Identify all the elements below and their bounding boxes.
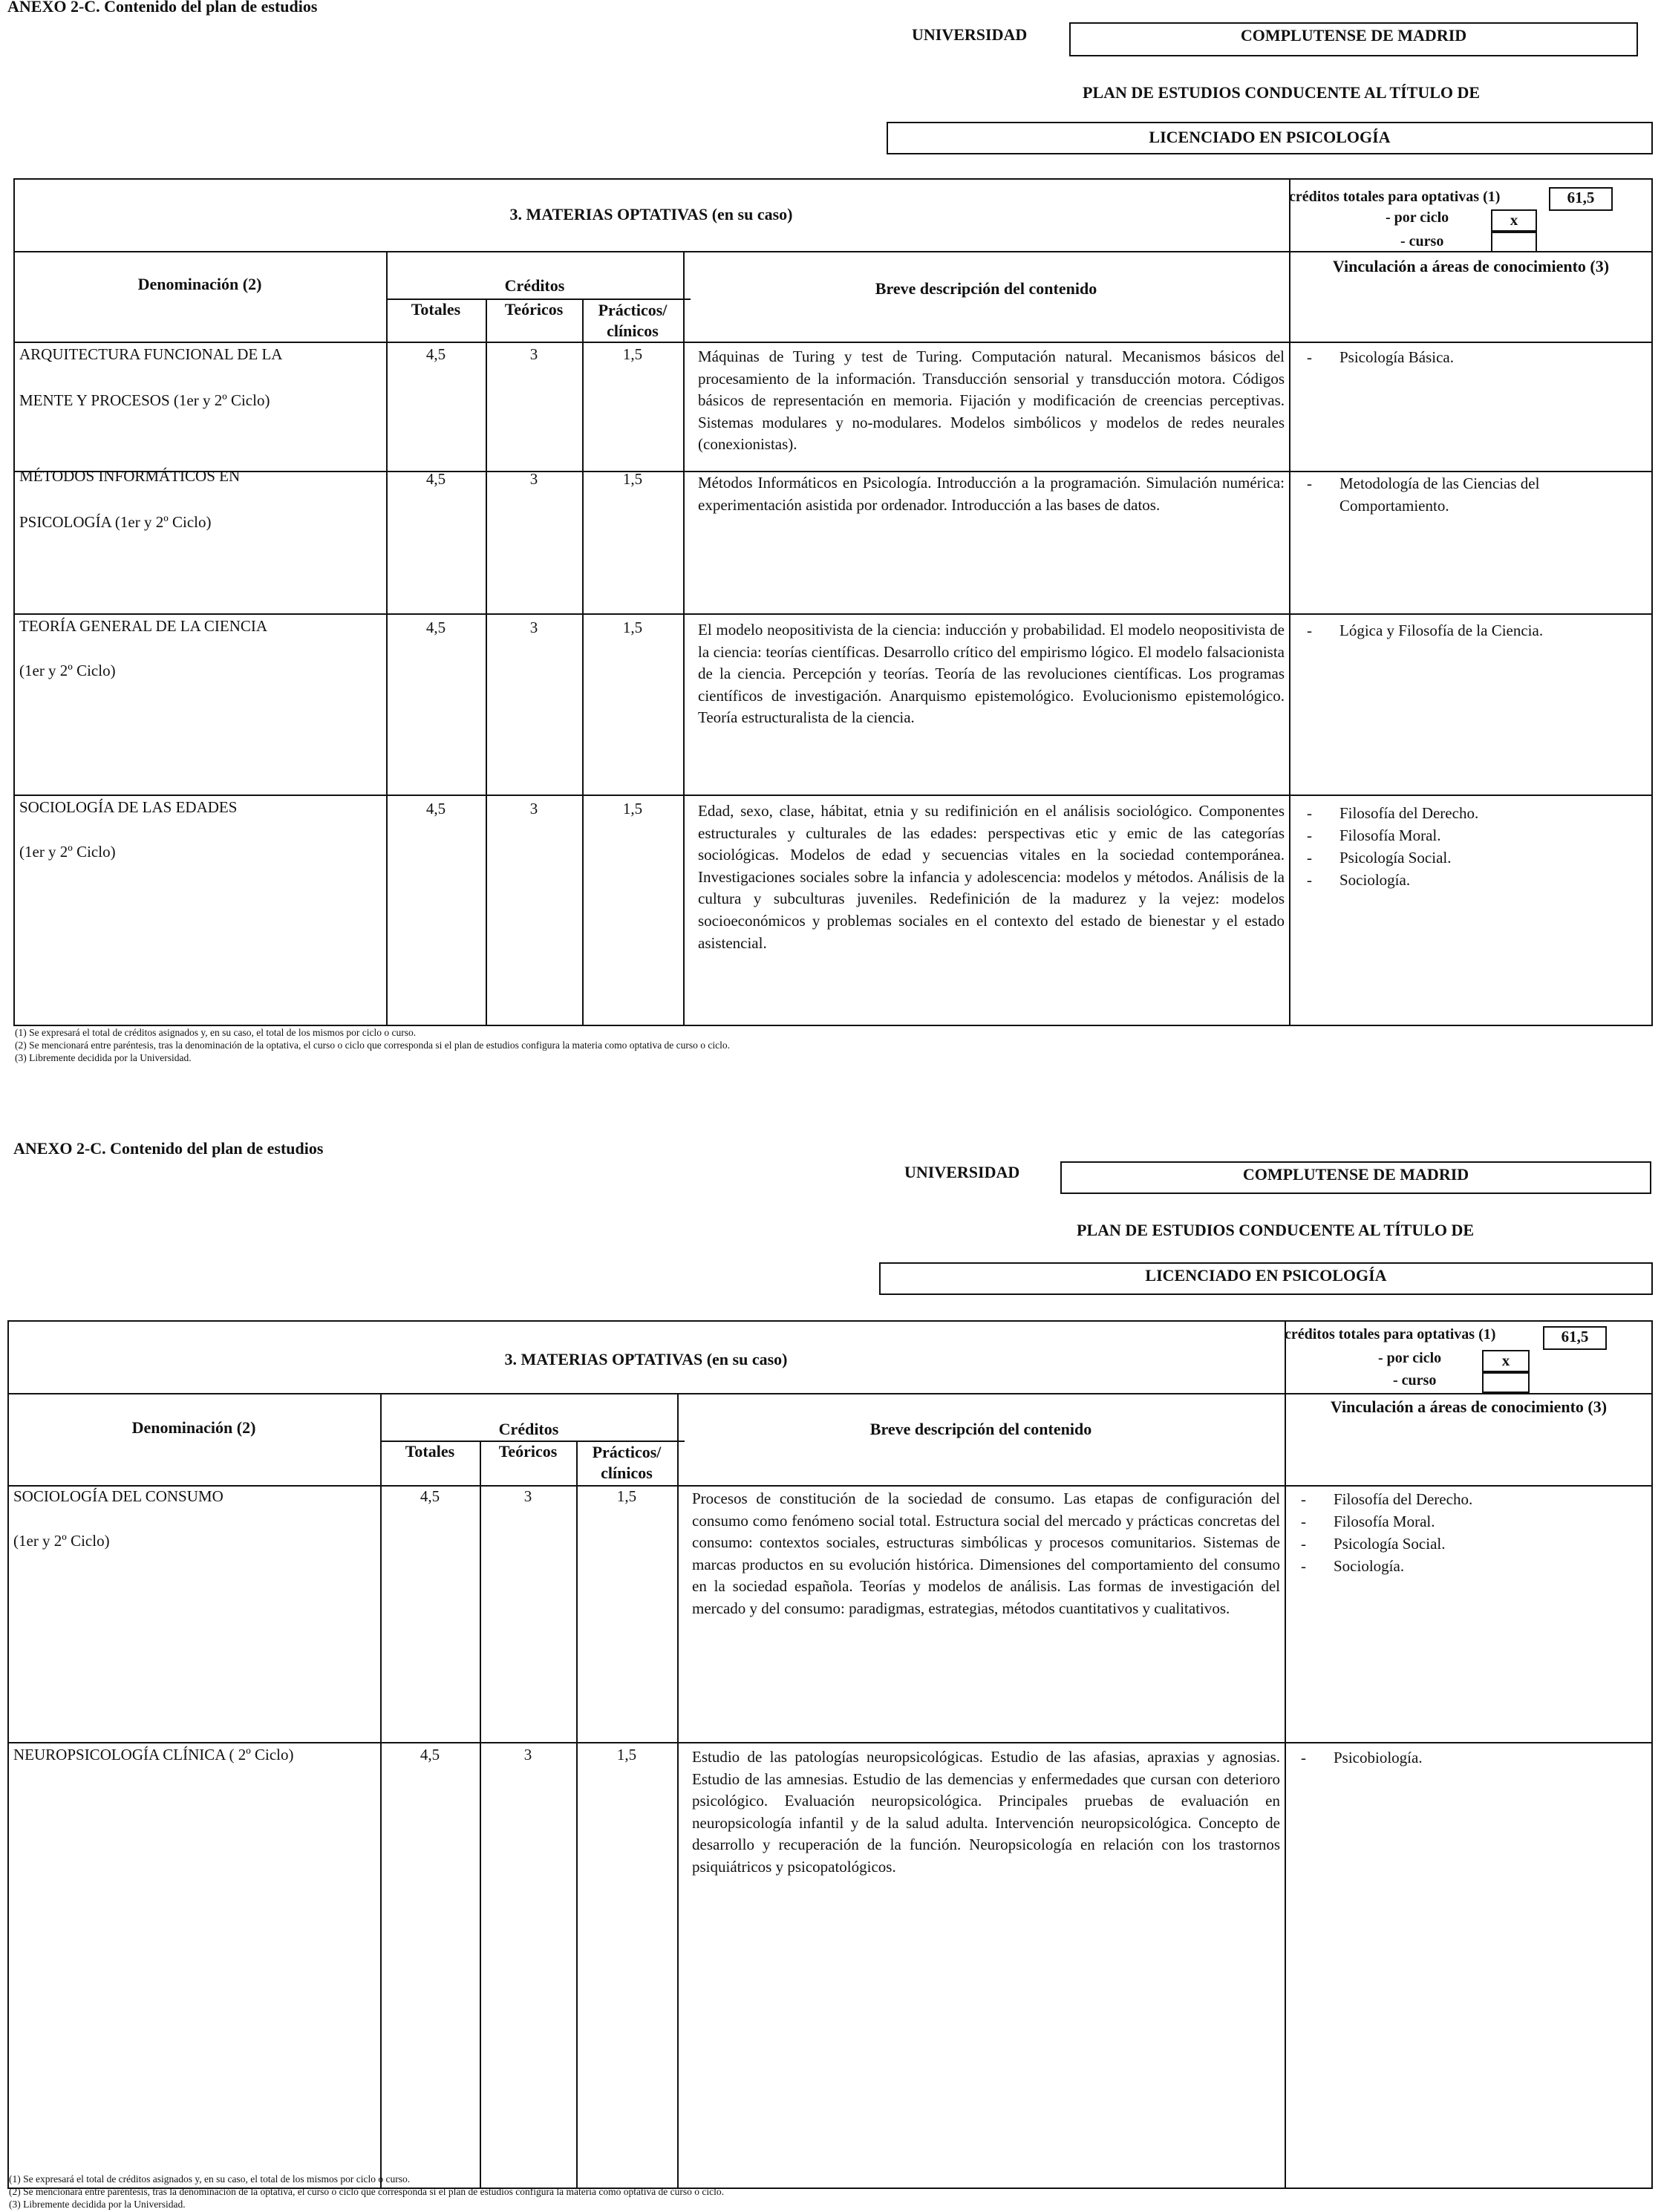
area-item: - Lógica y Filosofía de la Ciencia.	[1307, 621, 1544, 639]
col-practicos-line1: Prácticos/	[592, 1443, 662, 1461]
row-areas	[1301, 1746, 1647, 1769]
row-name-line1: SOCIOLOGÍA DE LAS EDADES	[19, 798, 238, 816]
titulo-box	[879, 1262, 1653, 1295]
footnote-2: (2) Se mencionará entre paréntesis, tras la denominación de la optativa, el curso o ciclo que corresponda si el plan de estudios configura la materia como optativa de curso o ciclo.	[15, 1040, 731, 1051]
row-name-line1: TEORÍA GENERAL DE LA CIENCIA	[19, 617, 268, 635]
row-description: Procesos de constitución de la sociedad de consumo. Las etapas de configuración del consumo como fenómeno social total. Estructura social del mercado y prácticas concretas del consumo: contextos sociales, estructuras simbólicas y procesos comunitarios. Sistemas de marcas productos en su evolución histórica. Dimensiones del comportamiento del consumo en la sociedad española. Teorías y modelos de análisis. Las formas de investigación del mercado y del consumo: paradigmas, estrategias, métodos cuantitativos y cualitativos.	[692, 1490, 1280, 1617]
page-1	[0, 0, 1661, 1099]
anexo-title: ANEXO 2-C. Contenido del plan de estudios	[7, 0, 318, 16]
por-ciclo-label: - por ciclo	[1378, 1350, 1442, 1366]
col-denominacion: Denominación (2)	[137, 275, 262, 293]
universidad-value: COMPLUTENSE DE MADRID	[1240, 26, 1467, 45]
table-row	[13, 1743, 377, 1766]
row-areas	[1307, 346, 1648, 368]
area-item: - Psicobiología.	[1301, 1749, 1423, 1766]
section-title: 3. MATERIAS OPTATIVAS (en su caso)	[504, 1350, 788, 1368]
area-item: - Sociología.	[1307, 871, 1411, 889]
row-areas	[1307, 802, 1648, 891]
row-teoricos: 3	[523, 1746, 532, 1764]
row-description: Estudio de las patologías neuropsicológicas. Estudio de las afasias, apraxias y agnosias. Estudio de las amnesias. Estudio de las demencias y enfermedades que cursan con deterioro psicológico. Evaluación neuropsicológica. Principales pruebas de evaluación en neuropsicología infantil y de la salud adulta. Intervención neuropsicológica. Concepto de desarrollo y recuperación de la función. Neuropsicología en relación con los trastornos psiquiátricos y psicopatológicos.	[692, 1748, 1280, 1876]
por-ciclo-value: x	[1491, 209, 1537, 232]
row-name-line2: (1er y 2º Ciclo)	[19, 843, 116, 861]
col-creditos: Créditos	[504, 276, 565, 295]
row-description: Métodos Informáticos en Psicología. Introducción a la programación. Simulación numérica: experimentación asistida por ordenador. Introducción a las bases de datos.	[698, 474, 1285, 514]
row-totales: 4,5	[425, 619, 446, 636]
curso-label: - curso	[1400, 233, 1444, 249]
row-totales: 4,5	[425, 800, 446, 818]
row-name-line2: (1er y 2º Ciclo)	[19, 662, 116, 679]
table-row	[19, 343, 383, 411]
row-teoricos: 3	[529, 345, 538, 363]
titulo-box	[887, 122, 1653, 154]
universidad-label: UNIVERSIDAD	[904, 1163, 1020, 1181]
page-2	[0, 1136, 1661, 2212]
row-totales: 4,5	[420, 1746, 440, 1764]
curso-value	[1482, 1372, 1530, 1393]
row-practicos: 1,5	[622, 345, 643, 363]
creditos-totales-value: 61,5	[1543, 1326, 1607, 1350]
col-practicos	[576, 1442, 677, 1484]
row-teoricos: 3	[523, 1487, 532, 1505]
row-totales: 4,5	[420, 1487, 440, 1505]
row-name-line2: (1er y 2º Ciclo)	[13, 1532, 110, 1550]
area-item: - Psicología Social.	[1307, 849, 1452, 867]
col-practicos-line2: clínicos	[601, 1464, 653, 1482]
row-name-line1: MÉTODOS INFORMÁTICOS EN	[19, 467, 241, 485]
col-vinculacion: Vinculación a áreas de conocimiento (3)	[1332, 257, 1610, 275]
row-description: El modelo neopositivista de la ciencia: inducción y probabilidad. El modelo neopositivista de la ciencia: teorías científicas. Desarrollo crítico del empirismo lógico. El modelo falsacionista de la ciencia. Percepción y teorías. Teoría de las revoluciones científicas. Los programas científicos de investigación. Anarquismo epistemológico. Evolucionismo epistemológico. Teoría estructuralista de la ciencia.	[698, 621, 1285, 727]
universidad-box	[1069, 22, 1638, 56]
col-practicos	[582, 300, 683, 342]
creditos-totales-label: créditos totales para optativas (1)	[1289, 189, 1501, 205]
row-teoricos: 3	[529, 800, 538, 818]
row-practicos: 1,5	[622, 470, 643, 488]
area-item: - Metodología de las Ciencias del Comportamiento.	[1307, 474, 1540, 515]
anexo-title: ANEXO 2-C. Contenido del plan de estudios	[13, 1139, 324, 1158]
row-areas	[1301, 1488, 1647, 1577]
por-ciclo-value: x	[1482, 1350, 1530, 1372]
area-item: - Filosofía del Derecho.	[1307, 804, 1479, 822]
footnote-1: (1) Se expresará el total de créditos asignados y, en su caso, el total de los mismos por ciclo o curso.	[9, 2173, 411, 2185]
col-descripcion: Breve descripción del contenido	[869, 1420, 1092, 1438]
row-practicos: 1,5	[616, 1746, 637, 1764]
col-teoricos: Teóricos	[498, 1442, 558, 1461]
col-totales: Totales	[411, 300, 461, 319]
table-row	[13, 1485, 377, 1552]
row-description: Máquinas de Turing y test de Turing. Computación natural. Mecanismos básicos del procesamiento de la información. Transducción sensorial y transducción motora. Códigos básicos de representación en memoria. Fijación y modificación de creencias perceptivas. Sistemas modulares y no-modulares. Modelos simbólicos y modelos de redes neurales (conexionistas).	[698, 348, 1285, 454]
plan-label: PLAN DE ESTUDIOS CONDUCENTE AL TÍTULO DE	[1083, 83, 1481, 102]
creditos-totales-value: 61,5	[1549, 187, 1613, 211]
curso-value	[1491, 232, 1537, 252]
row-name-line1: ARQUITECTURA FUNCIONAL DE LA	[19, 345, 283, 363]
universidad-value: COMPLUTENSE DE MADRID	[1242, 1165, 1469, 1184]
table-row	[19, 465, 383, 533]
row-totales: 4,5	[425, 470, 446, 488]
titulo-value: LICENCIADO EN PSICOLOGÍA	[1145, 1266, 1387, 1285]
table-row	[19, 615, 383, 682]
universidad-box	[1060, 1161, 1651, 1194]
area-item: - Sociología.	[1301, 1557, 1405, 1575]
col-teoricos: Teóricos	[504, 300, 564, 319]
row-practicos: 1,5	[622, 800, 643, 818]
col-totales: Totales	[405, 1442, 455, 1461]
col-vinculacion: Vinculación a áreas de conocimiento (3)	[1330, 1397, 1608, 1416]
por-ciclo-label: - por ciclo	[1386, 209, 1449, 226]
row-areas	[1307, 619, 1648, 642]
row-description: Edad, sexo, clase, hábitat, etnia y su redifinición en el análisis sociológico. Componentes estructurales y culturales de las edades: perspectivas etic y emic de las categorías sociológicas. Modelos de edad y secuencias vitales en la sociedad contemporánea. Investigaciones sociales sobre la infancia y adolescencia: modelos y métodos. Análisis de la cultura y subculturas juveniles. Redefinición de la madurez y la vejez: modelos socioeconómicos y problemas sociales en el contexto del estado de bienestar y el estado asistencial.	[698, 802, 1285, 952]
row-teoricos: 3	[529, 619, 538, 636]
col-practicos-line1: Prácticos/	[598, 301, 668, 319]
row-totales: 4,5	[425, 345, 446, 363]
universidad-label: UNIVERSIDAD	[912, 25, 1028, 44]
creditos-totales-label: créditos totales para optativas (1)	[1285, 1326, 1496, 1342]
area-item: - Filosofía del Derecho.	[1301, 1490, 1473, 1508]
footnote-3: (3) Libremente decidida por la Universidad.	[15, 1052, 192, 1063]
footnote-1: (1) Se expresará el total de créditos asignados y, en su caso, el total de los mismos por ciclo o curso.	[15, 1027, 417, 1038]
area-item: - Psicología Social.	[1301, 1535, 1446, 1553]
col-denominacion: Denominación (2)	[131, 1418, 256, 1437]
plan-label: PLAN DE ESTUDIOS CONDUCENTE AL TÍTULO DE	[1077, 1221, 1475, 1239]
row-teoricos: 3	[529, 470, 538, 488]
row-name-line1: SOCIOLOGÍA DEL CONSUMO	[13, 1487, 223, 1505]
area-item: - Filosofía Moral.	[1307, 826, 1441, 844]
footnotes	[9, 2173, 1642, 2211]
row-name-line2: PSICOLOGÍA (1er y 2º Ciclo)	[19, 513, 212, 531]
col-practicos-line2: clínicos	[607, 322, 659, 340]
footnote-3: (3) Libremente decidida por la Universidad.	[9, 2199, 186, 2210]
footnotes	[15, 1026, 1648, 1064]
area-item: - Filosofía Moral.	[1301, 1513, 1435, 1530]
row-practicos: 1,5	[616, 1487, 637, 1505]
area-item: - Psicología Básica.	[1307, 348, 1454, 366]
table-row	[19, 796, 383, 863]
row-name-line1: NEUROPSICOLOGÍA CLÍNICA ( 2º Ciclo)	[13, 1746, 294, 1764]
row-name-line2: MENTE Y PROCESOS (1er y 2º Ciclo)	[19, 391, 270, 409]
col-descripcion: Breve descripción del contenido	[875, 279, 1097, 298]
curso-label: - curso	[1393, 1372, 1437, 1389]
titulo-value: LICENCIADO EN PSICOLOGÍA	[1149, 128, 1391, 146]
col-creditos: Créditos	[498, 1420, 559, 1438]
row-areas	[1307, 472, 1648, 517]
row-practicos: 1,5	[622, 619, 643, 636]
section-title: 3. MATERIAS OPTATIVAS (en su caso)	[509, 205, 793, 224]
footnote-2: (2) Se mencionará entre paréntesis, tras la denominación de la optativa, el curso o ciclo que corresponda si el plan de estudios configura la materia como optativa de curso o ciclo.	[9, 2186, 725, 2197]
